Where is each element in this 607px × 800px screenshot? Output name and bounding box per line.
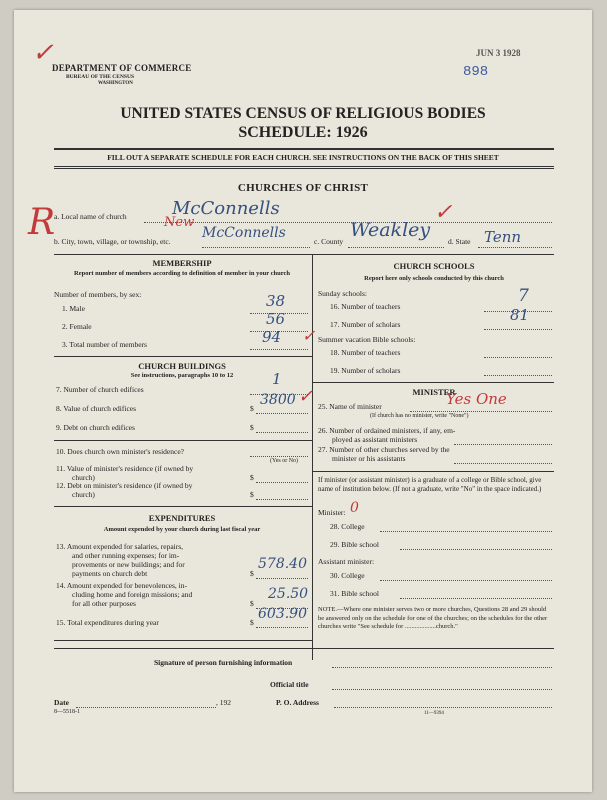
edifice-value-label: 8. Value of church edifices xyxy=(56,404,137,413)
signature-label: Signature of person furnishing information xyxy=(154,658,293,667)
buildings-sub: See instructions, paragraphs 10 to 12 xyxy=(130,372,234,379)
local-name-label: a. Local name of church xyxy=(54,212,127,221)
female-value: 56 xyxy=(266,310,286,328)
total-members-label: 3. Total number of members xyxy=(62,340,147,349)
q27-line2: minister or his assistants xyxy=(332,454,406,463)
male-value: 38 xyxy=(266,292,286,310)
minister-grad-value: 0 xyxy=(350,500,359,516)
state-label: d. State xyxy=(448,237,471,246)
buildings-heading: CHURCH BUILDINGS xyxy=(138,361,226,371)
schools-sub: Report here only schools conducted by this church xyxy=(364,275,504,282)
denomination-title: CHURCHES OF CHRIST xyxy=(237,182,369,194)
print-number: 11—9394 xyxy=(424,711,444,716)
received-date-stamp: JUN 3 1928 xyxy=(476,48,521,58)
minister-label: Minister: xyxy=(318,508,346,517)
summer-teachers-label: 18. Number of teachers xyxy=(330,348,401,357)
residence-q12: 12. Debt on minister's residence (if owned by xyxy=(56,481,193,490)
q27-line1: 27. Number of other churches served by the xyxy=(318,445,450,454)
form-number: 8—5518-1 xyxy=(54,709,80,715)
q13-line4: payments on church debt xyxy=(72,569,148,578)
minister-college-label: 28. College xyxy=(330,522,365,531)
college-instruction: If minister (or assistant minister) is a graduate of a college or Bible school, give name of institution below. (If not a graduate, write "No" in the space indicated.) xyxy=(318,476,542,493)
city-value: McConnells xyxy=(202,225,286,241)
department-name: DEPARTMENT OF COMMERCE xyxy=(52,63,192,73)
schedule-title: SCHEDULE: 1926 xyxy=(238,124,368,141)
dollar-sign: $ xyxy=(250,473,254,482)
q13-value: 578.40 xyxy=(258,556,307,572)
dollar-sign: $ xyxy=(250,404,254,413)
dollar-sign: $ xyxy=(250,618,254,627)
minister-heading: MINISTER xyxy=(412,387,456,397)
minister-name-value: Yes One xyxy=(446,390,507,408)
state-value: Tenn xyxy=(484,228,522,246)
residence-q12b: church) xyxy=(72,490,95,499)
total-members-value: 94 xyxy=(262,328,282,346)
assistant-college-label: 30. College xyxy=(330,571,365,580)
check-mark-icon: ✓ xyxy=(32,38,54,68)
male-label: 1. Male xyxy=(62,304,85,313)
census-schedule-sheet xyxy=(14,10,592,792)
sunday-scholars-label: 17. Number of scholars xyxy=(330,320,401,329)
stamp-number: 898 xyxy=(463,64,489,80)
q13-line1: 13. Amount expended for salaries, repairs, xyxy=(56,542,184,551)
dollar-sign: $ xyxy=(250,569,254,578)
q14-line3: for all other purposes xyxy=(72,599,136,608)
q15-label: 15. Total expenditures during year xyxy=(56,618,159,627)
address-label: P. O. Address xyxy=(276,698,319,707)
q15-value: 603.90 xyxy=(258,606,307,622)
local-name-value: McConnells xyxy=(172,198,280,219)
official-title-label: Official title xyxy=(270,680,309,689)
date-year: , 192 xyxy=(216,698,231,707)
residence-q10: 10. Does church own minister's residence? xyxy=(56,447,184,456)
residence-q11: 11. Value of minister's residence (if owned by xyxy=(56,464,194,473)
membership-heading: MEMBERSHIP xyxy=(152,258,212,268)
q26-line1: 26. Number of ordained ministers, if any, em- xyxy=(318,426,456,435)
county-label: c. County xyxy=(314,237,344,246)
edifices-value: 1 xyxy=(272,370,282,388)
q13-line3: provements or new buildings; and for xyxy=(72,560,185,569)
q14-line2: cluding home and foreign missions; and xyxy=(72,590,193,599)
city-annotation: New xyxy=(164,215,195,230)
check-mark-icon: ✓ xyxy=(434,200,453,225)
q26-line2: ployed as assistant ministers xyxy=(332,435,418,444)
edifice-debt-label: 9. Debt on church edifices xyxy=(56,423,135,432)
margin-mark: R xyxy=(28,202,56,243)
minister-bible-label: 29. Bible school xyxy=(330,540,379,549)
sunday-teachers-label: 16. Number of teachers xyxy=(330,302,401,311)
county-value: Weakley xyxy=(350,219,431,241)
date-label: Date xyxy=(54,698,69,707)
q14-value: 25.50 xyxy=(268,586,309,602)
fill-instruction: FILL OUT A SEPARATE SCHEDULE FOR EACH CHURCH. SEE INSTRUCTIONS ON THE BACK OF THIS SHEET xyxy=(107,153,499,162)
dollar-sign: $ xyxy=(250,599,254,608)
bureau-name: BUREAU OF THE CENSUS xyxy=(66,74,135,80)
residence-q11b: church) xyxy=(72,473,95,482)
edifices-label: 7. Number of church edifices xyxy=(56,385,144,394)
dollar-sign: $ xyxy=(250,423,254,432)
edifice-value-value: 3800 xyxy=(260,392,296,408)
yes-no-hint: (Yes or No) xyxy=(270,458,299,464)
assistant-label: Assistant minister: xyxy=(318,557,375,566)
schools-heading: CHURCH SCHOOLS xyxy=(393,261,475,271)
minister-footnote: NOTE.—Where one minister serves two or more churches, Questions 28 and 29 should be answered only on the schedule for one of the churches; on the schedules for the other churches write "See schedule for ...................church." xyxy=(318,606,548,630)
page-title: UNITED STATES CENSUS OF RELIGIOUS BODIES xyxy=(120,105,486,122)
city-label: b. City, town, village, or township, etc. xyxy=(54,237,171,246)
sunday-teachers-value: 7 xyxy=(518,286,529,306)
assistant-bible-label: 31. Bible school xyxy=(330,589,379,598)
expenditures-sub: Amount expended by your church during last fiscal year xyxy=(103,526,261,533)
members-by-sex-label: Number of members, by sex: xyxy=(54,290,142,299)
dollar-sign: $ xyxy=(250,490,254,499)
summer-schools-label: Summer vacation Bible schools: xyxy=(318,335,416,344)
minister-name-label: 25. Name of minister xyxy=(318,402,382,411)
membership-sub: Report number of members according to definition of member in your church xyxy=(74,270,290,277)
check-mark-icon: ✓ xyxy=(298,386,314,407)
sunday-scholars-value: 81 xyxy=(510,306,530,324)
q13-line2: and other running expenses; for im- xyxy=(72,551,180,560)
check-mark-icon: ✓ xyxy=(302,326,316,345)
summer-scholars-label: 19. Number of scholars xyxy=(330,366,401,375)
sunday-schools-label: Sunday schools: xyxy=(318,289,367,298)
female-label: 2. Female xyxy=(62,322,92,331)
minister-name-note: (If church has no minister, write "None") xyxy=(370,413,469,419)
bureau-city: WASHINGTON xyxy=(98,81,133,86)
expenditures-heading: EXPENDITURES xyxy=(148,513,216,523)
q14-line1: 14. Amount expended for benevolences, in- xyxy=(56,581,188,590)
